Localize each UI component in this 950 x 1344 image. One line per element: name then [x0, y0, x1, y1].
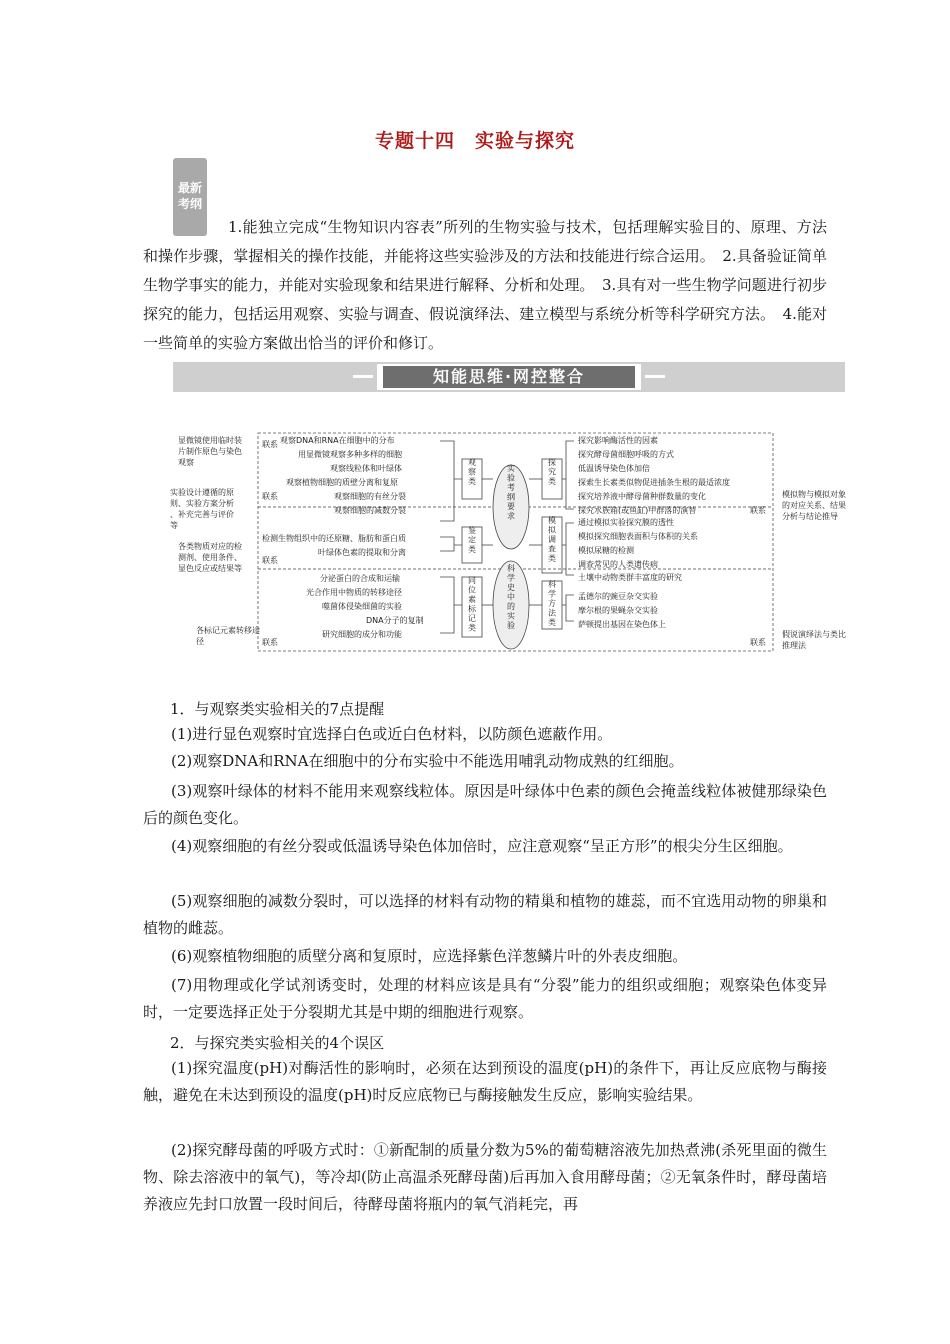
identify-category-label: 鉴定类: [468, 526, 476, 554]
isotope-item: 光合作用中物质的转移途径: [306, 588, 402, 597]
isotope-item: 研究细胞的成分和功能: [322, 630, 402, 639]
model-item: 模拟尿糖的检测: [578, 546, 634, 555]
method-item: 孟德尔的豌豆杂交实验: [578, 592, 658, 601]
explore-item: 探索生长素类似物促进插条生根的最适浓度: [578, 478, 730, 487]
link-label-3: 联系: [262, 556, 278, 565]
explore-item: 探究影响酶活性的因素: [578, 436, 658, 445]
observe-item: 用显微镜观察多种多样的细胞: [298, 450, 402, 459]
section-heading-1: 1．与观察类实验相关的7点提醒: [170, 700, 385, 718]
observe-item: 观察DNA和RNA在细胞中的分布: [280, 436, 395, 445]
section-heading-2: 2．与探究类实验相关的4个误区: [170, 1034, 385, 1052]
model-category-label: 模拟调查类: [548, 516, 556, 563]
observe-category-label: 观察类: [468, 458, 476, 486]
model-item: 模拟探究细胞表面积与体积的关系: [578, 532, 698, 541]
model-item: 土壤中动物类群丰富度的研究: [578, 573, 682, 582]
explore-item: 探究培养液中酵母菌种群数量的变化: [578, 492, 706, 501]
observe-tip-6: (6)观察植物细胞的质壁分离和复原时，应选择紫色洋葱鳞片叶的外表皮细胞。: [171, 947, 688, 965]
link-label-6: 联系: [750, 638, 766, 647]
identify-item: 叶绿体色素的提取和分离: [318, 548, 406, 557]
method-item: 萨顿提出基因在染色体上: [578, 620, 666, 629]
identify-item: 检测生物组织中的还原糖、脂肪和蛋白质: [262, 534, 406, 543]
observe-item: 观察植物细胞的质壁分离和复原: [286, 478, 398, 487]
observe-tip-1: (1)进行显色观察时宜选择白色或近白色材料，以防颜色遮蔽作用。: [171, 725, 613, 743]
knowledge-network-diagram: [170, 425, 850, 657]
explore-tip-1: (1)探究温度(pH)对酶活性的影响时，必须在达到预设的温度(pH)的条件下，再让反应底物与酶接触，避免在未达到预设的温度(pH)时反应底物已与酶接触发生反应，影响实验结果。: [143, 1059, 827, 1104]
link-label-1: 联系: [262, 440, 278, 449]
link-label-2: 联系: [262, 492, 278, 501]
explore-category-label: 探究类: [548, 458, 556, 486]
observe-item: 观察细胞的有丝分裂: [334, 492, 406, 501]
method-item: 摩尔根的果蝇杂交实验: [578, 606, 658, 615]
observe-tip-5: (5)观察细胞的减数分裂时，可以选择的材料有动物的精巢和植物的雄蕊，而不宜选用动物的卵巢和植物的雌蕊。: [143, 892, 827, 937]
explore-item: 低温诱导染色体加倍: [578, 464, 650, 473]
center-syllabus-label: 实验考纲要求: [507, 464, 515, 521]
explore-item: 探究酵母菌细胞呼吸的方式: [578, 450, 674, 459]
section-banner: [173, 362, 845, 392]
isotope-item: DNA分子的复制: [366, 616, 424, 625]
link-label-4: 联系: [262, 638, 278, 647]
observe-tip-3: (3)观察叶绿体的材料不能用来观察线粒体。原因是叶绿体中色素的颜色会掩盖线粒体被健那绿染色后的颜色变化。: [143, 782, 827, 827]
note-microscope: 显微镜使用临时装片制作原色与染色观察: [178, 436, 242, 467]
explore-tip-2: (2)探究酵母菌的呼吸方式时：①新配制的质量分数为5%的葡萄糖溶液先加热煮沸(杀死里面的微生物、除去溶液中的氧气)，等冷却(防止高温杀死酵母菌)后再加入食用酵母菌；②无氧条件时，酵母菌培养液应先封口放置一段时间后，待酵母菌将瓶内的氧气消耗完，再: [143, 1141, 827, 1213]
observe-tip-4: (4)观察细胞的有丝分裂或低温诱导染色体加倍时，应注意观察“呈正方形”的根尖分生区细胞。: [171, 837, 793, 855]
observe-item: 观察细胞的减数分裂: [334, 506, 406, 515]
badge-line-2: 考纲: [177, 197, 202, 211]
isotope-item: 分泌蛋白的合成和运输: [320, 574, 400, 583]
note-design: 实验设计遵循的原则、实验方案分析、补充完善与评价等: [170, 488, 234, 530]
method-category-label: 科学方法类: [548, 580, 556, 627]
badge-line-1: 最新: [177, 181, 202, 195]
note-model: 模拟物与模拟对象的对应关系、结果分析与结论推导: [782, 490, 846, 521]
explore-item: 探究水族箱(或鱼缸)中群落的演替: [578, 506, 697, 515]
model-item: 通过模拟实验探究膜的透性: [578, 518, 674, 527]
isotope-category-label: 同位素标记类: [468, 576, 476, 633]
center-history-label: 科学史中的实验: [507, 564, 515, 630]
link-label-5: 联系: [750, 506, 766, 515]
page-title: 专题十四 实验与探究: [374, 130, 575, 152]
observe-tip-7: (7)用物理或化学试剂诱变时，处理的材料应该是具有“分裂”能力的组织或细胞；观察染色体变异时，一定要选择正处于分裂期尤其是中期的细胞进行观察。: [143, 976, 827, 1021]
syllabus-text: 1.能独立完成“生物知识内容表”所列的生物实验与技术，包括理解实验目的、原理、方法和操作步骤，掌握相关的操作技能，并能将这些实验涉及的方法和技能进行综合运用。 2.具备验证简单生物学事实的能力，并能对实验现象和结果进行解释、分析和处理。 3.具有对一些生物学问题进行初步探究的能力，包括运用观察、实验与调查、假说演绎法、建立模型与系统分析等科学研究方法。 4.能对一些简单的实验方案做出恰当的评价和修订。: [143, 218, 827, 352]
observe-tip-2: (2)观察DNA和RNA在细胞中的分布实验中不能选用哺乳动物成熟的红细胞。: [171, 752, 684, 770]
isotope-item: 噬菌体侵染细菌的实验: [322, 602, 402, 611]
banner-label: 知能思维·网控整合: [383, 366, 635, 388]
model-item: 调查常见的人类遗传病: [578, 560, 658, 569]
observe-item: 观察线粒体和叶绿体: [330, 464, 402, 473]
note-hypothesis: 假说演绎法与类比推理法: [782, 630, 846, 650]
note-isotope: 各标记元素转移途径: [196, 626, 260, 646]
note-detection: 各类物质对应的检测剂、使用条件、显色反应或结果等: [178, 542, 242, 573]
